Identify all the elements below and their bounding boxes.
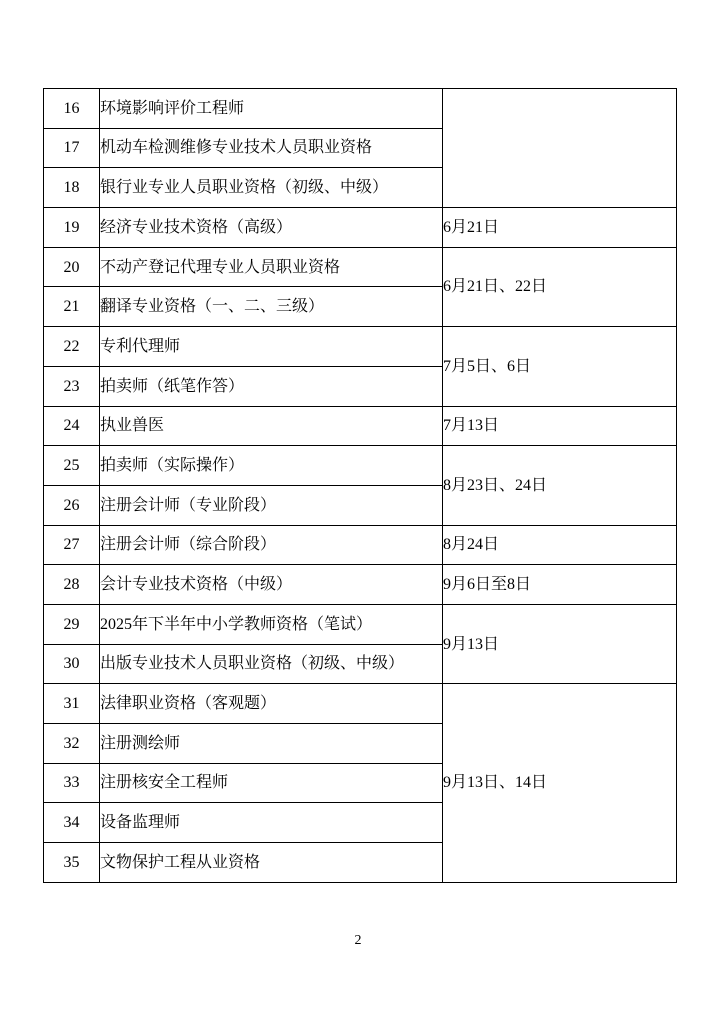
- row-number-cell: 23: [44, 366, 100, 406]
- table-row: [44, 208, 677, 248]
- exam-name-cell: 注册测绘师: [100, 724, 443, 764]
- table-row: [44, 604, 677, 644]
- page-number: 2: [354, 933, 362, 948]
- exam-name-cell: 银行业专业人员职业资格（初级、中级）: [100, 168, 443, 208]
- exam-name-cell: 法律职业资格（客观题）: [100, 684, 443, 724]
- exam-name-cell: 设备监理师: [100, 803, 443, 843]
- exam-name-cell: 翻译专业资格（一、二、三级）: [100, 287, 443, 327]
- row-number-cell: 16: [44, 89, 100, 129]
- exam-name-cell: 拍卖师（实际操作）: [100, 446, 443, 486]
- row-number-cell: 19: [44, 208, 100, 248]
- exam-name-cell: 专利代理师: [100, 327, 443, 367]
- table-row: [44, 525, 677, 565]
- exam-date-cell: 9月13日、14日: [443, 684, 677, 882]
- table-row: [44, 247, 677, 287]
- row-number-cell: 28: [44, 565, 100, 605]
- exam-name-cell: 注册核安全工程师: [100, 763, 443, 803]
- exam-name-cell: 出版专业技术人员职业资格（初级、中级）: [100, 644, 443, 684]
- row-number-cell: 29: [44, 604, 100, 644]
- table-row: [44, 446, 677, 486]
- exam-name-cell: 会计专业技术资格（中级）: [100, 565, 443, 605]
- exam-schedule-table: [43, 88, 677, 883]
- row-number-cell: 27: [44, 525, 100, 565]
- row-number-cell: 33: [44, 763, 100, 803]
- row-number-cell: 32: [44, 724, 100, 764]
- table-row: [44, 684, 677, 724]
- row-number-cell: 35: [44, 843, 100, 883]
- exam-date-cell: 8月24日: [443, 525, 677, 565]
- exam-name-cell: 拍卖师（纸笔作答）: [100, 366, 443, 406]
- exam-name-cell: 经济专业技术资格（高级）: [100, 208, 443, 248]
- exam-date-cell: 6月21日: [443, 208, 677, 248]
- exam-name-cell: 环境影响评价工程师: [100, 89, 443, 129]
- row-number-cell: 34: [44, 803, 100, 843]
- row-number-cell: 18: [44, 168, 100, 208]
- row-number-cell: 24: [44, 406, 100, 446]
- exam-name-cell: 机动车检测维修专业技术人员职业资格: [100, 128, 443, 168]
- row-number-cell: 21: [44, 287, 100, 327]
- exam-date-cell: 9月13日: [443, 604, 677, 683]
- exam-date-cell: 9月6日至8日: [443, 565, 677, 605]
- exam-name-cell: 不动产登记代理专业人员职业资格: [100, 247, 443, 287]
- exam-name-cell: 执业兽医: [100, 406, 443, 446]
- exam-schedule-table-body: [44, 89, 677, 883]
- row-number-cell: 26: [44, 485, 100, 525]
- exam-date-cell: 8月23日、24日: [443, 446, 677, 525]
- exam-name-cell: 注册会计师（专业阶段）: [100, 485, 443, 525]
- table-row: [44, 327, 677, 367]
- exam-date-cell: 6月21日、22日: [443, 247, 677, 326]
- table-row: [44, 565, 677, 605]
- table-row: [44, 406, 677, 446]
- row-number-cell: 30: [44, 644, 100, 684]
- row-number-cell: 22: [44, 327, 100, 367]
- table-row: [44, 89, 677, 129]
- row-number-cell: 17: [44, 128, 100, 168]
- exam-date-cell: 7月5日、6日: [443, 327, 677, 406]
- row-number-cell: 31: [44, 684, 100, 724]
- exam-date-cell: [443, 89, 677, 208]
- exam-name-cell: 文物保护工程从业资格: [100, 843, 443, 883]
- row-number-cell: 20: [44, 247, 100, 287]
- exam-name-cell: 2025年下半年中小学教师资格（笔试）: [100, 604, 443, 644]
- row-number-cell: 25: [44, 446, 100, 486]
- exam-date-cell: 7月13日: [443, 406, 677, 446]
- exam-name-cell: 注册会计师（综合阶段）: [100, 525, 443, 565]
